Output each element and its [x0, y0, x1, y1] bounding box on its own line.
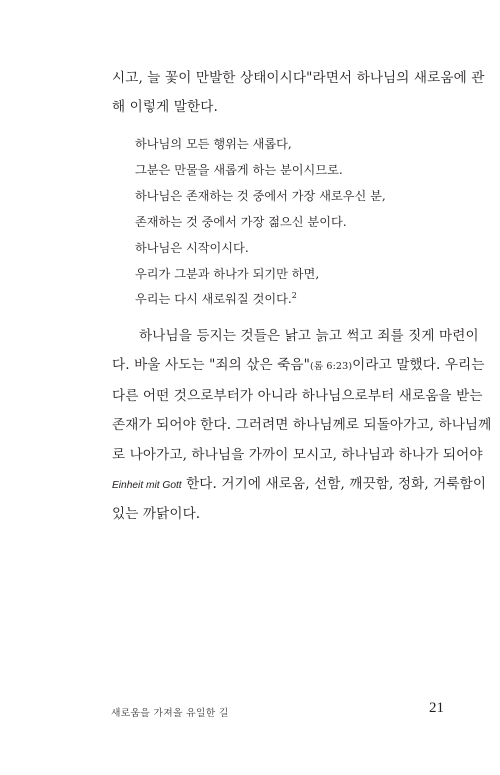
- quote-verse-text: 우리는 다시 새로워질 것이다.: [135, 292, 292, 307]
- main-line-text: 한다. 거기에 새로움, 선함, 깨끗함, 정화, 거룩함이: [181, 476, 487, 493]
- quote-verse: 우리가 그분과 하나가 되기만 하면,: [135, 266, 320, 281]
- main-paragraph: [112, 322, 492, 530]
- quote-verse: 그분은 만물을 새롭게 하는 분이시므로.: [135, 162, 343, 177]
- running-footer-title: 새로움을 가져올 유일한 길: [111, 708, 229, 719]
- quote-verse: 하나님은 시작이시다.: [135, 240, 249, 255]
- main-line-text: 다. 바울 사도는 "죄의 삯은 죽음": [112, 357, 311, 374]
- main-line: 다른 어떤 것으로부터가 아니라 하나님으로부터 새로움을 받는: [112, 387, 483, 404]
- main-line: 있는 까닭이다.: [112, 506, 201, 523]
- quote-verse: 하나님은 존재하는 것 중에서 가장 새로우신 분,: [135, 188, 386, 203]
- intro-line: 시고, 늘 꽃이 만발한 상태이시다"라면서 하나님의 새로움에 관: [112, 70, 485, 86]
- quote-verse: 하나님의 모든 행위는 새롭다,: [135, 137, 292, 151]
- footnote-marker: 2: [291, 291, 297, 301]
- intro-paragraph: [112, 64, 485, 123]
- german-phrase: Einheit mit Gott: [112, 480, 182, 492]
- quote-verse: 존재하는 것 중에서 가장 젊으신 분이다.: [135, 214, 347, 229]
- intro-line: 해 이렇게 말한다.: [112, 99, 218, 116]
- main-line: [112, 470, 487, 500]
- page-number: 21: [429, 700, 444, 716]
- main-line-text: 이라고 말했다. 우리는: [352, 357, 485, 374]
- main-line: 하나님을 등지는 것들은 낡고 늙고 썩고 죄를 짓게 마련이: [139, 328, 479, 344]
- main-line: 로 나아가고, 하나님을 가까이 모시고, 하나님과 하나가 되어야: [112, 446, 483, 463]
- quote-verse-last: [135, 287, 435, 313]
- main-line: [112, 351, 485, 381]
- block-quote: [135, 132, 435, 313]
- main-line: 존재가 되어야 한다. 그러려면 하나님께로 되돌아가고, 하나님께: [112, 417, 492, 434]
- scripture-reference: (롬 6:23): [310, 361, 353, 373]
